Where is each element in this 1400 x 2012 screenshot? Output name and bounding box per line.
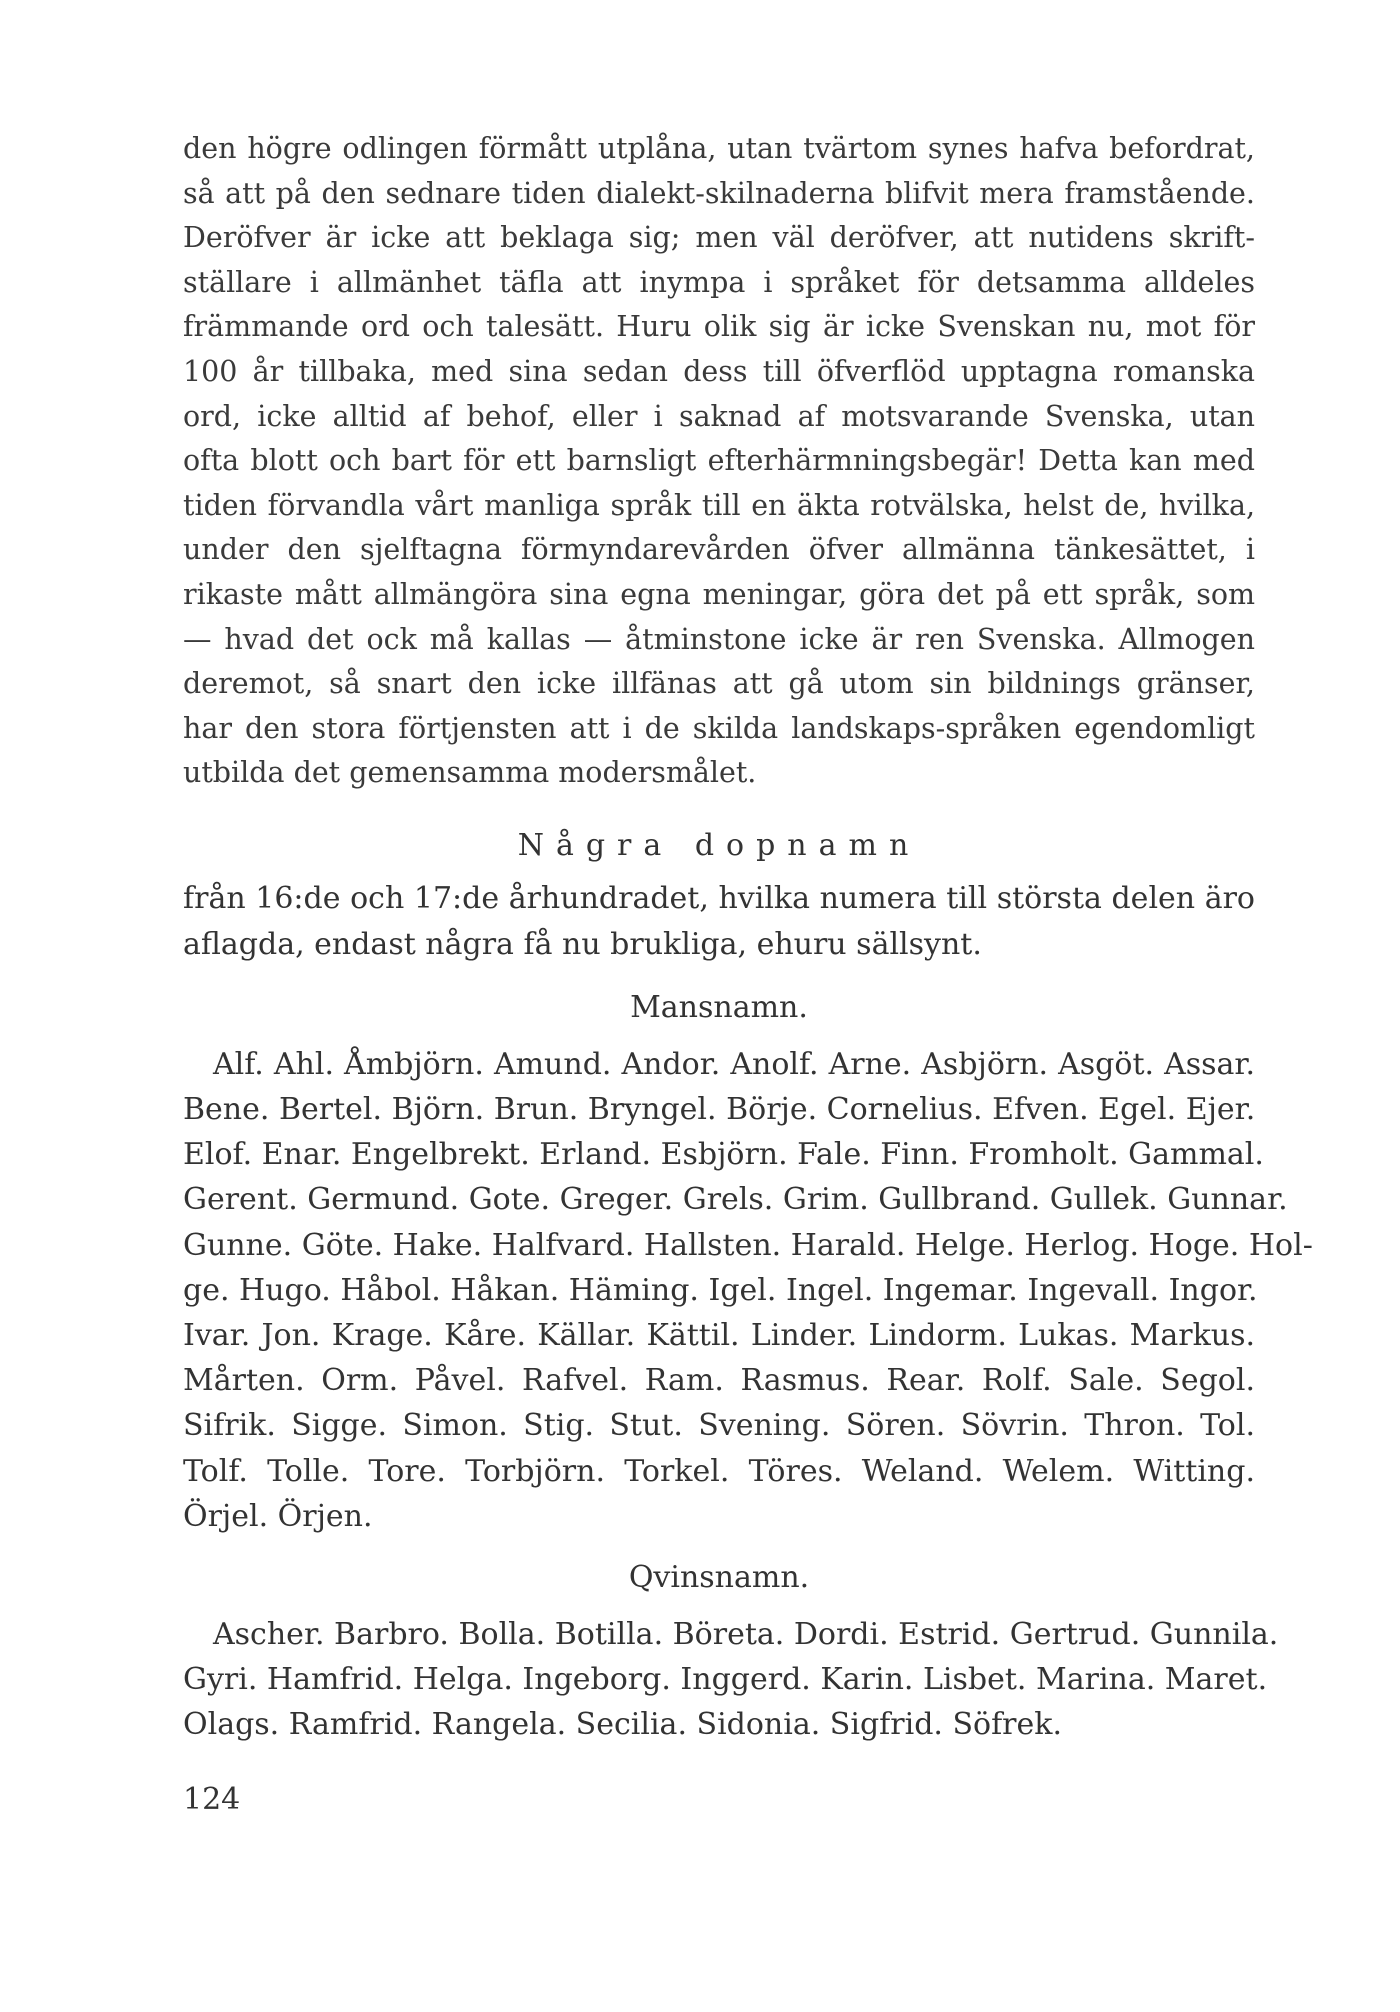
womens-names-heading: Qvinsnamn. bbox=[628, 1560, 810, 1595]
paragraph-line: — hvad det ock må kallas — åtminstone icke är ren Svenska. Allmogen bbox=[183, 622, 1255, 656]
paragraph-line: rikaste mått allmängöra sina egna meningar, göra det på ett språk, som bbox=[183, 577, 1255, 611]
womens-names-list bbox=[213, 1612, 1279, 1657]
name-line: Alf. Ahl. Åmbjörn. Amund. Andor. Anolf. Arne. Asbjörn. Asgöt. Assar. bbox=[213, 1047, 1255, 1082]
intro-text bbox=[183, 876, 1255, 968]
name-line: Sifrik. Sigge. Simon. Stig. Stut. Svening. Sören. Sövrin. Thron. Tol. bbox=[183, 1408, 1255, 1444]
paragraph-line: den högre odlingen förmått utplåna, utan tvärtom synes hafva befordrat, bbox=[183, 132, 1255, 165]
name-line: Örjel. Örjen. bbox=[183, 1498, 373, 1534]
paragraph-line: tiden förvandla vårt manliga språk till en äkta rotvälska, helst de, hvilka, bbox=[183, 488, 1255, 522]
name-line: Olags. Ramfrid. Rangela. Secilia. Sidonia. Sigfrid. Söfrek. bbox=[183, 1707, 1062, 1743]
section-title: Några dopnamn bbox=[517, 828, 921, 863]
body-paragraph bbox=[183, 127, 1255, 796]
paragraph-line: har den stora förtjensten att i de skilda landskaps-språken egendomligt bbox=[183, 711, 1255, 745]
paragraph-line: ord, icke alltid af behof, eller i saknad af motsvarande Svenska, utan bbox=[183, 399, 1255, 433]
name-line: Bene. Bertel. Björn. Brun. Bryngel. Börje. Cornelius. Efven. Egel. Ejer. bbox=[183, 1092, 1256, 1127]
name-line: Mårten. Orm. Påvel. Rafvel. Ram. Rasmus. Rear. Rolf. Sale. Segol. bbox=[183, 1363, 1255, 1399]
name-line: Gyri. Hamfrid. Helga. Ingeborg. Inggerd. Karin. Lisbet. Marina. Maret. bbox=[183, 1662, 1268, 1697]
name-line: Tolf. Tolle. Tore. Torbjörn. Torkel. Töres. Weland. Welem. Witting. bbox=[183, 1453, 1255, 1489]
paragraph-line: Deröfver är icke att beklaga sig; men väl deröfver, att nutidens skrift- bbox=[183, 221, 1255, 255]
name-line: Ascher. Barbro. Bolla. Botilla. Böreta. Dordi. Estrid. Gertrud. Gunnila. bbox=[213, 1617, 1279, 1652]
paragraph-line: ställare i allmänhet täfla att inympa i språket för detsamma alldeles bbox=[183, 265, 1255, 299]
paragraph-line: ofta blott och bart för ett barnsligt efterhärmningsbegär! Detta kan med bbox=[183, 444, 1255, 478]
mens-names-list bbox=[213, 1042, 1255, 1087]
page-number: 124 bbox=[183, 1782, 241, 1817]
paragraph-line: under den sjelftagna förmyndarevården öfver allmänna tänkesättet, i bbox=[183, 533, 1255, 567]
intro-line: från 16:de och 17:de århundradet, hvilka numera till största delen äro bbox=[183, 881, 1255, 916]
paragraph-line: deremot, så snart den icke illfänas att gå utom sin bildnings gränser, bbox=[183, 667, 1255, 701]
paragraph-line: utbilda det gemensamma modersmålet. bbox=[183, 756, 757, 790]
name-line: Gunne. Göte. Hake. Halfvard. Hallsten. Harald. Helge. Herlog. Hoge. Hol- bbox=[183, 1227, 1313, 1263]
paragraph-line: 100 år tillbaka, med sina sedan dess till öfverflöd upptagna romanska bbox=[183, 354, 1255, 388]
name-line: ge. Hugo. Håbol. Håkan. Häming. Igel. Ingel. Ingemar. Ingevall. Ingor. bbox=[183, 1272, 1258, 1308]
mens-names-list-cont bbox=[183, 1087, 1313, 1539]
name-line: Ivar. Jon. Krage. Kåre. Källar. Kättil. Linder. Lindorm. Lukas. Markus. bbox=[183, 1318, 1255, 1354]
name-line: Gerent. Germund. Gote. Greger. Grels. Grim. Gullbrand. Gullek. Gunnar. bbox=[183, 1182, 1288, 1218]
name-line: Elof. Enar. Engelbrekt. Erland. Esbjörn. Fale. Finn. Fromholt. Gammal. bbox=[183, 1137, 1264, 1173]
intro-line: aflagda, endast några få nu brukliga, ehuru sällsynt. bbox=[183, 927, 982, 962]
mens-names-heading: Mansnamn. bbox=[630, 990, 808, 1025]
womens-names-list-cont bbox=[183, 1657, 1268, 1747]
paragraph-line: främmande ord och talesätt. Huru olik sig är icke Svenskan nu, mot för bbox=[183, 310, 1255, 344]
paragraph-line: så att på den sednare tiden dialekt-skilnaderna blifvit mera framstående. bbox=[183, 176, 1255, 210]
